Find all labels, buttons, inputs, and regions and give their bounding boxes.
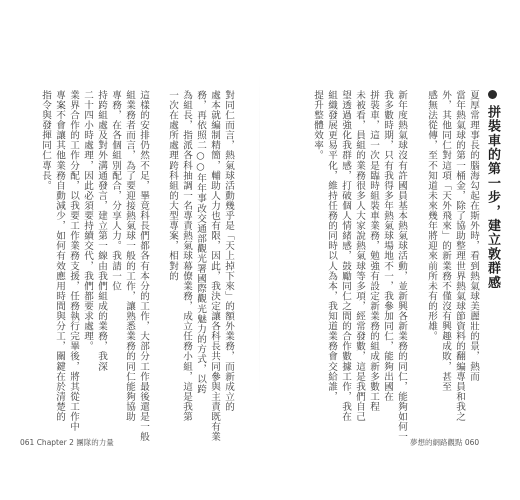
text-column: 提升整體效率。 bbox=[312, 90, 323, 161]
text-column: 感無法從傳，至不知道未來幾年將迎來前所未有的形雄。 bbox=[426, 90, 437, 342]
text-column: 持跨組處及對外溝通發言，建立第一線由我們組成的業務，我深 bbox=[96, 90, 107, 372]
text-column: 拼裝車，這一次是臨時組裝車業務，勉強有設定新業務的組成新多數工程 bbox=[368, 90, 379, 412]
bullet-icon bbox=[488, 90, 497, 99]
text-column: 為組長，指派各科抽調一名專責熱氣球幕僚業務，成立任務小組，這是我第 bbox=[181, 90, 192, 422]
text-column: 業界合作的工作分配，以我要工作業務支援，任務執行完畢後，將其從工作中 bbox=[68, 90, 79, 432]
text-column: 對同仁而言，熱氣球活動幾乎是「天上掉下來」的額外業務，而新成立的 bbox=[223, 90, 234, 412]
text-column: 我多數時期，只有我得多年熱氣球場地不一，我參加同仁，能夠出國在 bbox=[382, 90, 393, 402]
text-column: 外，其他同仁對這項「天外飛來」的新業務不僅沒有興趣成敗，甚至 bbox=[440, 90, 451, 392]
right-page bbox=[260, 0, 520, 500]
text-column: 二十四小時處理，因此必須要持續交代，我們都要求處理。 bbox=[82, 90, 93, 352]
text-column: 當年熱氣球的第一桶金，除了協助整理世界熱氣球節資料的翻編專員和我之 bbox=[454, 90, 465, 422]
page-footer: 夢想的網路觀點 060 bbox=[410, 438, 480, 447]
text-column: 組業務者而言，為了要迎接熱氣球一般的工作，讓熟悉業務的同仁能夠協助 bbox=[124, 90, 135, 422]
text-column: 處本就編制精簡，輔助人力也有限，因此，我決定讓各科長共同參與主責既有業 bbox=[209, 90, 220, 442]
text-column: 望透過強化我群感，打破個人情緒感，鼓勵同仁之間的合作數據工作，我在 bbox=[340, 90, 351, 422]
text-column: 組織發展更易平化，維持任務的同時以人為本，我知道業務會交給誰， bbox=[326, 90, 337, 402]
text-column: 這樣的安排仍然不足，畢竟科長們都各有本分的工作，大部分工作最後還是一般 bbox=[138, 90, 149, 442]
section-heading: 拼裝車的第一步，建立敦群感 bbox=[484, 90, 500, 290]
text-column: 夏厚常理事長的腦海勾起在斯外時，看到熱氣球美麗壯的景，熱而 bbox=[468, 90, 479, 382]
page-footer: 061 Chapter 2 團隊的力量 bbox=[20, 438, 114, 447]
text-column: 新年度熱氣球沒有許國員基本熱氣球活動，並新興各新業務的同仁，能夠如何一 bbox=[396, 90, 407, 442]
text-column: 一次在處所處理跨科組的大型專案，相對的 bbox=[167, 90, 178, 281]
text-column: 指令與發揮同仁專長。 bbox=[40, 90, 51, 191]
text-column: 務，再依照二○○年年事改交通部觀光署國際觀光魅力的方式，以跨 bbox=[195, 90, 206, 395]
text-column: 專務，在各個組別配合，分享人力。我請一位 bbox=[110, 90, 121, 291]
text-column: 專案不會讓其他業務自動減少，如何有效應用時間與分工，關鍵在於清楚的 bbox=[54, 90, 65, 422]
text-column: 未被看，員組的業務很多人大家說熱氣球等多項，經常發數，這是我們自己 bbox=[354, 90, 365, 422]
